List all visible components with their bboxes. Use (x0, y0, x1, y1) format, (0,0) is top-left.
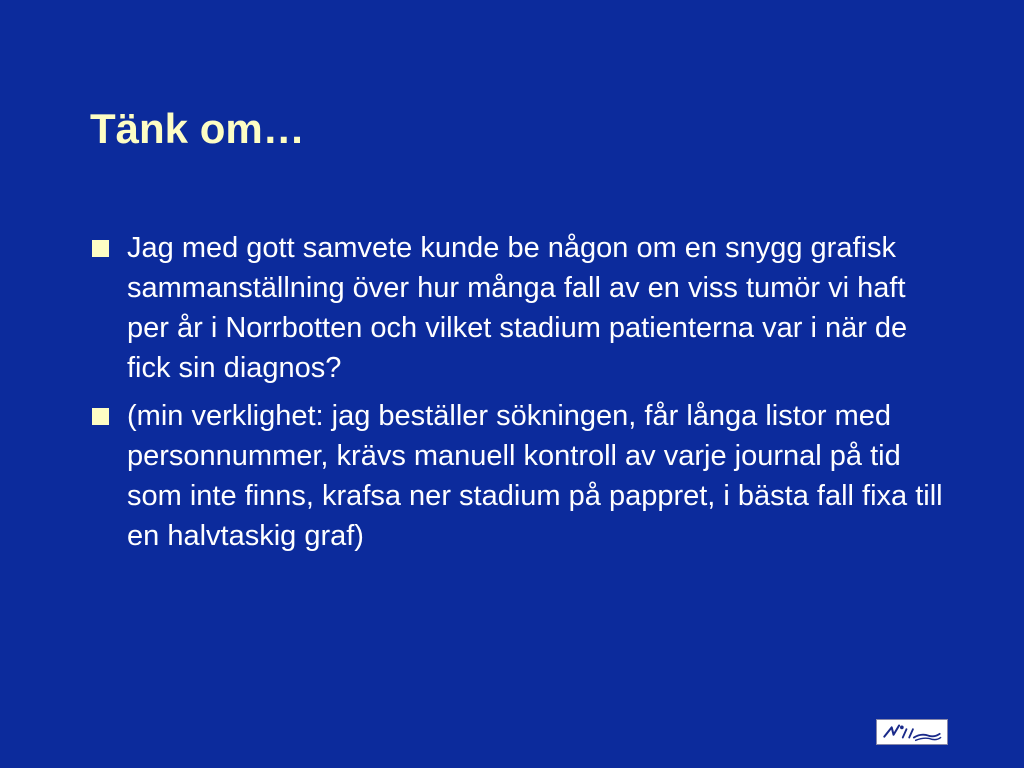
slide-title: Tänk om… (90, 105, 305, 152)
square-bullet-icon (92, 240, 109, 257)
bullet-text: Jag med gott samvete kunde be någon om en snygg grafisk sammanställning över hur många fall av en viss tumör vi haft per år i Norrbotten och vilket stadium patienterna var i när de fick sin diagnos? (127, 232, 908, 384)
square-bullet-icon (92, 408, 109, 425)
bullet-text: (min verklighet: jag beställer sökningen, får långa listor med personnummer, krävs manuell kontroll av varje journal på tid som inte finns, krafsa ner stadium på pappret, i bästa fall fixa till en halvtaskig graf) (127, 400, 943, 552)
bullet-list (90, 228, 950, 564)
bullet-item (90, 228, 950, 388)
organization-logo-icon (876, 719, 948, 745)
bullet-item (90, 396, 950, 556)
